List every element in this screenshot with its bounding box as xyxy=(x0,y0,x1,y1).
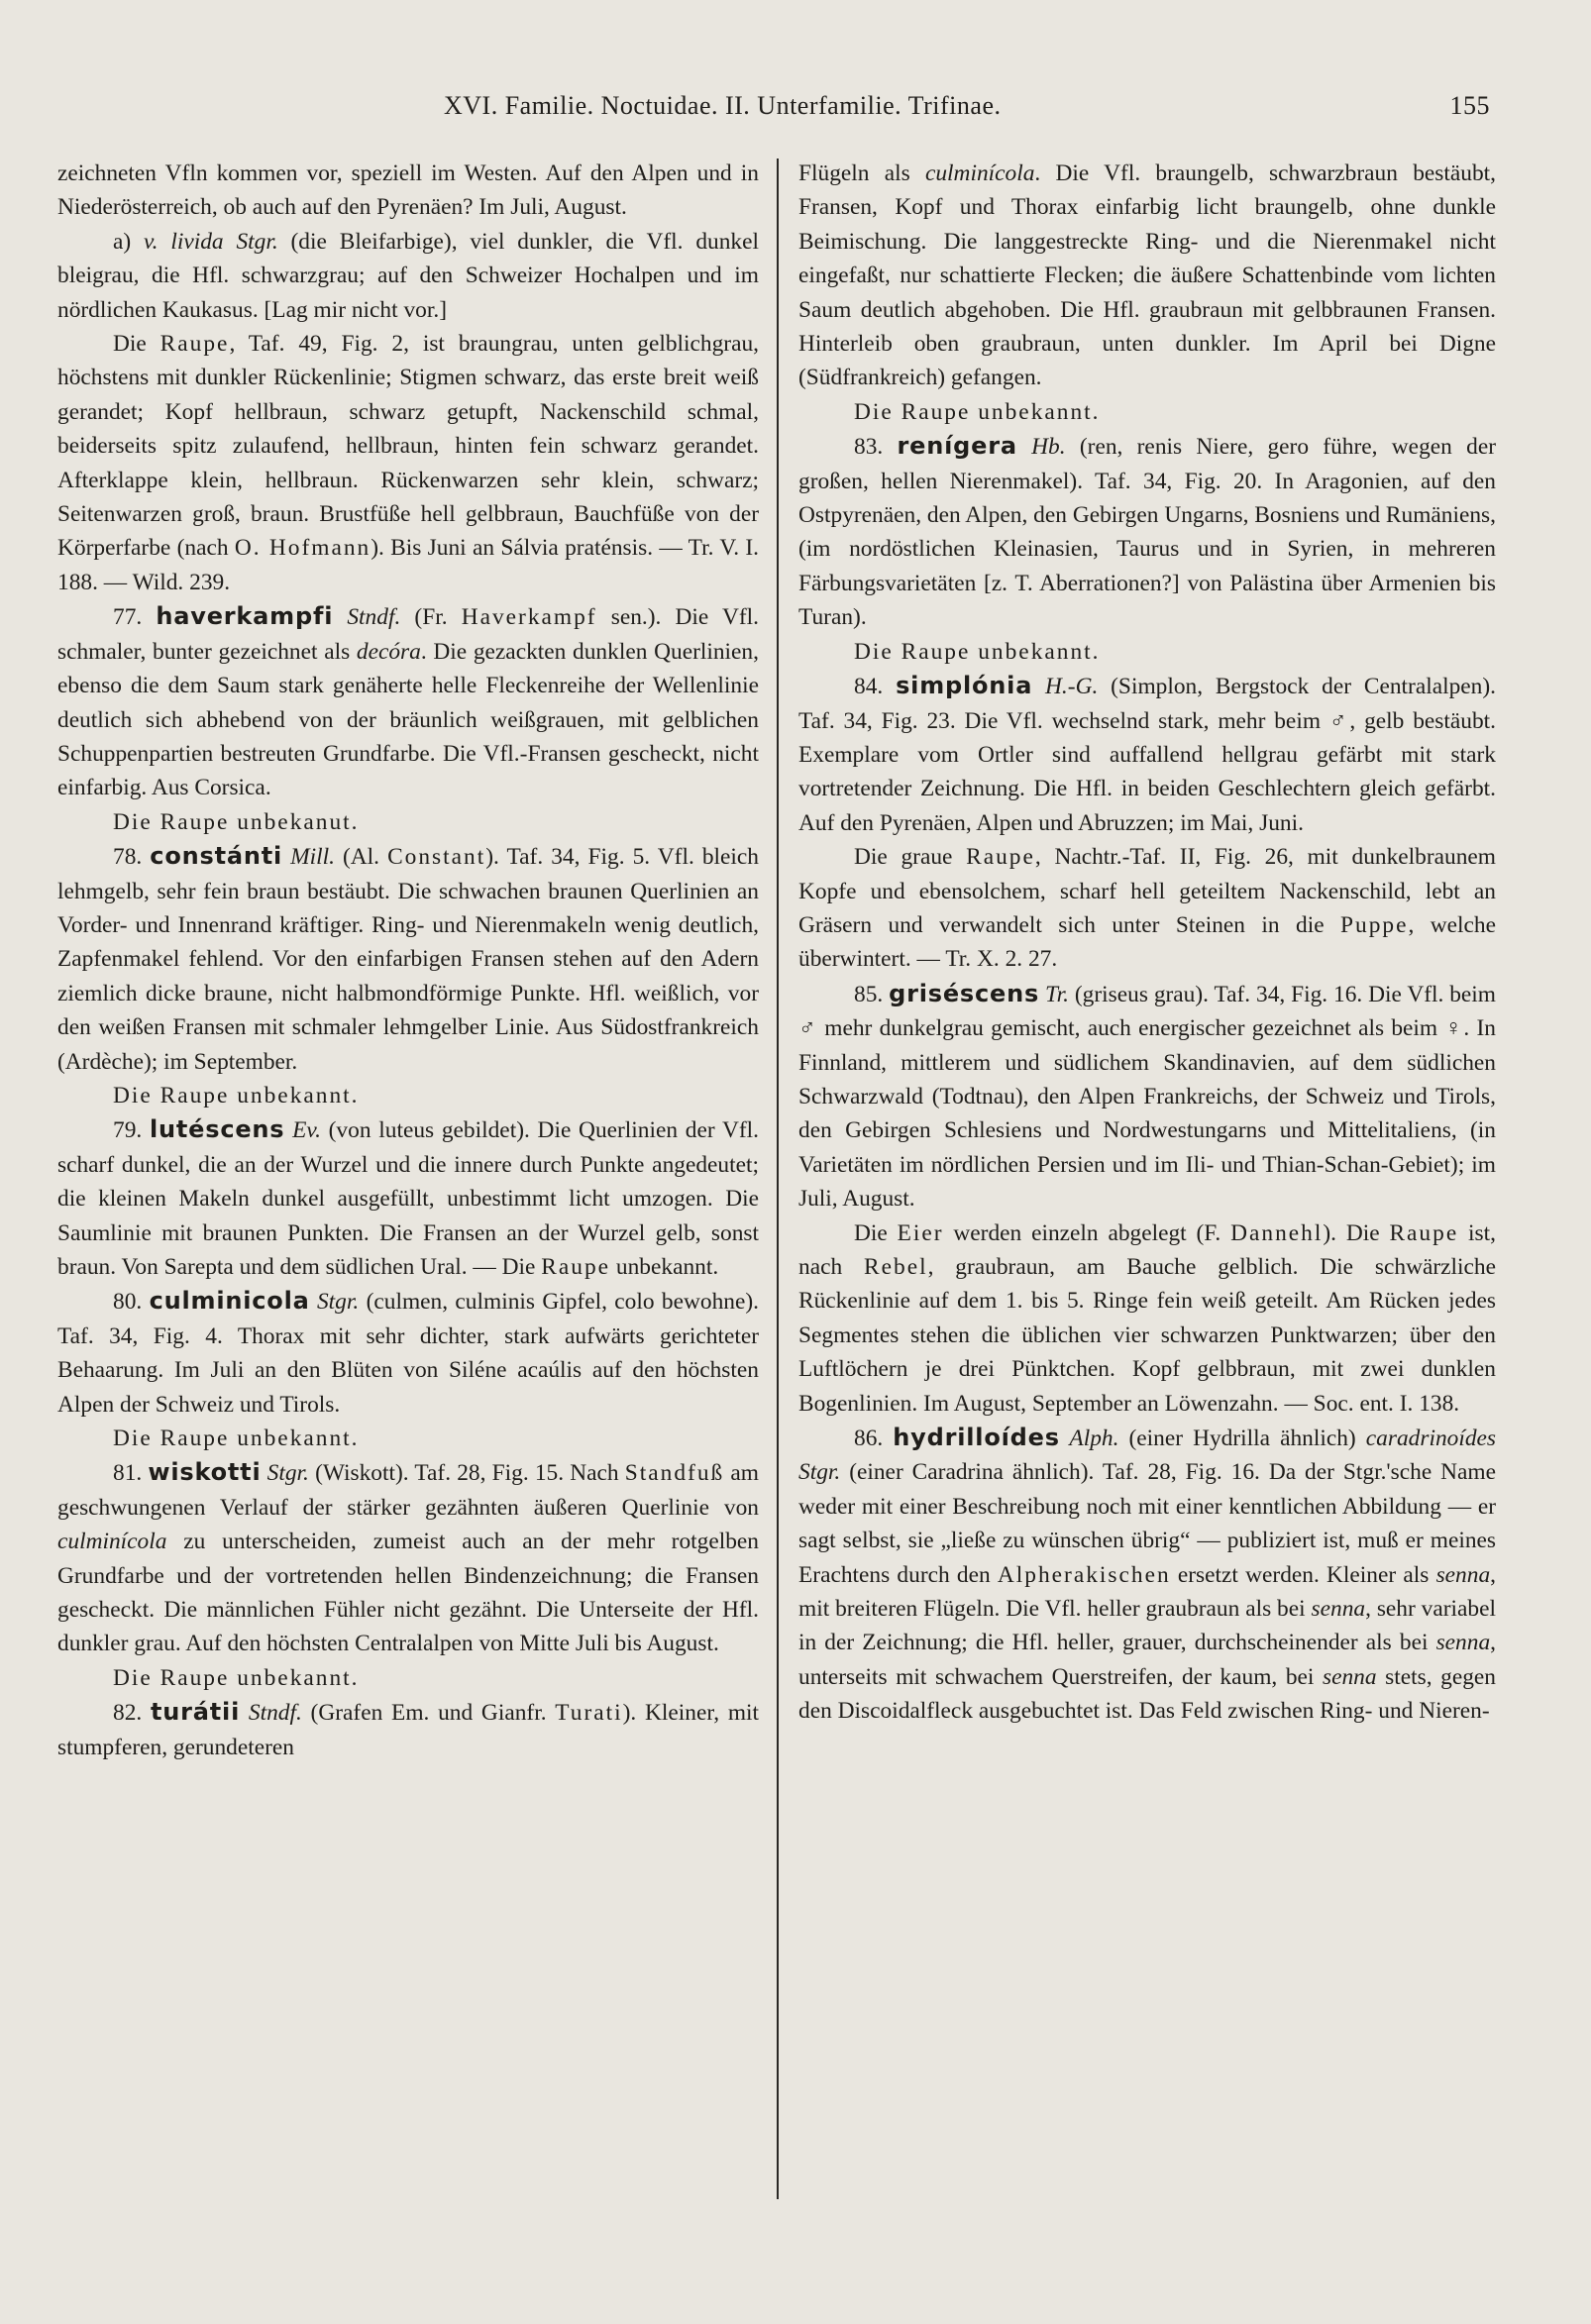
text-run: (einer Caradrina ähnlich). Taf. 28, Fig. 16. Da der Stgr.'sche Name weder mit einer Beschreibung noch mit einer kenntlichen Abbildung — er sagt selbst, sie „ließe zu wünschen übrig“ — publiziert ist, muß er meines Erachtens durch den xyxy=(798,1459,1496,1588)
text-run: (Al. xyxy=(334,844,388,871)
text-run: (einer Hydrilla ähnlich) xyxy=(1118,1426,1366,1452)
larva-note: Die Raupe unbekannt. xyxy=(854,398,1101,425)
text-run: ). Die xyxy=(1323,1219,1390,1246)
text-run: unbekannt. xyxy=(610,1254,719,1280)
text-run: (Grafen Em. und Gianfr. xyxy=(301,1700,556,1727)
text-run: (griseus grau). Taf. 34, Fig. 16. Die Vfl. beim ♂ mehr dunkelgrau gemischt, auch energischer gezeichnet als beim ♀. In Finnland, mittlerem und südlichem Skandinavien, auf dem südlichen Schwarzwald (Todtnau), den Alpen Frankreichs, der Schweiz und Tirols, den Gebirgen Schlesiens und Nordwestungarns und Mittelitaliens, (in Varietäten im nördlichen Persien und im Ili- und Thian-Schan-Gebiet); im Juli, August. xyxy=(798,981,1496,1213)
text-run: 85. xyxy=(854,981,890,1007)
text-run: decóra xyxy=(356,638,421,665)
larva-note: Die Raupe unbekannt. xyxy=(113,1426,360,1452)
text-run: (Fr. xyxy=(400,604,462,631)
text-run: , mit breiteren Flügeln. Die Vfl. heller graubraun als bei xyxy=(798,1561,1496,1623)
text-run: 77. xyxy=(113,604,157,631)
text-run: (Simplon, Bergstock der Centralalpen). Taf. 34, Fig. 23. Die Vfl. wechselnd stark, mehr beim ♂, gelb bestäubt. Exemplare vom Ortler sind auffallend hellgrau gefärbt mit stark vortretender Zeichnung. Die Hfl. in beiden Geschlechtern gleich gefärbt. Auf den Pyrenäen, Alpen und Abruzzen; im Mai, Juni. xyxy=(798,674,1496,836)
species-name: wiskotti xyxy=(148,1458,262,1487)
text-run: Raupe xyxy=(966,844,1035,871)
text-run: (von luteus gebildet). Die Querlinien der Vfl. scharf dunkel, die an der Wurzel und die innere durch Punkte angedeutet; die kleinen Makeln dunkel ausgefüllt, unbestimmt licht umzogen. Die Saumlinie mit braunen Punkten. Die Fransen an der Wurzel gelb, sonst braun. Von Sarepta und dem südlichen Ural. — Die xyxy=(57,1117,759,1280)
text-run: Die xyxy=(113,331,160,358)
larva-description xyxy=(57,327,759,599)
text-run: 78. xyxy=(113,844,151,871)
species-name: culminicola xyxy=(149,1287,310,1316)
right-column xyxy=(798,157,1496,2296)
text-run: ist, nach xyxy=(798,1219,1497,1280)
text-run: Dannehl xyxy=(1230,1219,1324,1246)
text-run: Alph. xyxy=(1059,1426,1119,1452)
species-entry-78 xyxy=(57,839,759,1079)
column-divider xyxy=(777,158,779,2199)
text-run: werden einzeln abgelegt (F. xyxy=(943,1219,1231,1246)
text-run: am geschwungenen Verlauf der stärker gezähnten äußeren Querlinie von xyxy=(57,1460,759,1521)
text-run: Tr. xyxy=(1039,981,1070,1007)
species-entry-82 xyxy=(57,1695,759,1764)
text-run: Stgr. xyxy=(309,1289,360,1316)
text-run: 84. xyxy=(854,674,897,700)
text-run: (ren, renis Niere, gero führe, wegen der großen, hellen Nierenmakel). Taf. 34, Fig. 20. In Aragonien, auf den Ostpyrenäen, den Alpen, den Gebirgen Ungarns, Bosniens und Rumäniens, (im nordöstlichen Kleinasien, Taurus und in Syrien, in mehreren Färbungsvarietäten [z. T. Aberrationen?] von Palästina über Armenien bis Turan). xyxy=(798,434,1496,631)
text-run: H.-G. xyxy=(1032,674,1099,700)
text-run: Ev. xyxy=(284,1117,321,1144)
text-run: , Taf. 49, Fig. 2, ist braungrau, unten gelblichgrau, höchstens mit dunkler Rückenlinie; Stigmen schwarz, das erste breit weiß gerandet; Kopf hellbraun, schwarz getupft, Nackenschild schmal, beiderseits spitz zulaufend, hellbraun, hinten fein schwarz gerandet. Afterklappe klein, hellbraun. Rückenwarzen sehr klein, schwarz; Seitenwarzen groß, braun. Brustfüße hell gelbbraun, Bauchfüße von der Körperfarbe (nach xyxy=(57,331,759,562)
text-run: Turati xyxy=(555,1700,623,1727)
text-run: Alpherakischen xyxy=(997,1561,1171,1588)
text-run: culminícola xyxy=(57,1529,167,1555)
text-run: Raupe xyxy=(1389,1219,1459,1246)
species-entry-86 xyxy=(798,1421,1496,1729)
text-run: Raupe xyxy=(159,331,230,358)
text-run: Stndf. xyxy=(240,1700,302,1727)
text-run: . Die gezackten dunklen Querlinien, ebenso die dem Saum stark genäherte helle Fleckenreihe der Wellenlinie deutlich sich abhebend von der bräunlich weißgrauen, mit gelblichen Schuppenpartien bestreuten Grundfarbe. Die Vfl.-Fransen gescheckt, nicht einfarbig. Aus Corsica. xyxy=(57,638,759,801)
larva-note: Die Raupe unbekanut. xyxy=(113,808,360,835)
text-run: Raupe xyxy=(541,1254,611,1280)
header-title: XVI. Familie. Noctuidae. II. Unterfamilie. Trifinae. xyxy=(444,91,1002,120)
species-name: turátii xyxy=(151,1698,241,1727)
text-run: , unterseits mit schwachem Querstreifen, der kaum, bei xyxy=(798,1630,1496,1690)
larva-description xyxy=(798,840,1496,977)
text-run: senna xyxy=(1435,1561,1491,1588)
text-run: ). Bis Juni an Sálvia praténsis. — Tr. V. I. 188. — Wild. 239. xyxy=(57,535,759,595)
text-run: ). Kleiner, mit stumpferen, gerundeteren xyxy=(57,1700,760,1760)
species-name: hydrilloídes xyxy=(893,1424,1060,1452)
species-name: simplónia xyxy=(896,672,1033,700)
text-run: Flügeln als xyxy=(798,160,925,186)
text-run: senna xyxy=(1311,1596,1366,1623)
text-run: 86. xyxy=(854,1426,894,1452)
text-run: (culmen, culminis Gipfel, colo bewohne). Taf. 34, Fig. 4. Thorax mit sehr dichter, stark aufwärts gerichteter Behaarung. Im Juli an den Blüten von Siléne acaúlis auf den höchsten Alpen der Schweiz und Tirols. xyxy=(57,1289,759,1418)
paragraph: zeichneten Vfln kommen vor, speziell im Westen. Auf den Alpen und in Niederösterreich, ob auch auf den Pyrenäen? Im Juli, August. xyxy=(57,160,759,221)
text-run: . Die Vfl. braungelb, schwarzbraun bestäubt, Fransen, Kopf und Thorax einfarbig licht braungelb, ohne dunkle Beimischung. Die langgestreckte Ring- und die Nierenmakel nicht eingefaßt, nur schattierte Flecken; die äußere Schattenbinde vom lichten Saum deutlich abgehoben. Die Hfl. graubraun mit gelbbraunen Fransen. Hinterleib oben graubraun, unten dunkler. Im April bei Digne (Südfrankreich) gefangen. xyxy=(798,160,1496,391)
species-entry-77 xyxy=(57,599,759,804)
text-run: Rebel xyxy=(864,1254,928,1280)
left-column xyxy=(57,157,759,2296)
species-entry-83 xyxy=(798,429,1496,634)
text-run: a) xyxy=(113,228,145,255)
species-entry-79 xyxy=(57,1112,759,1284)
text-run: O. Hofmann xyxy=(234,535,371,562)
variety-entry xyxy=(57,225,759,327)
species-name: griséscens xyxy=(889,979,1040,1007)
larva-note: Die Raupe unbekannt. xyxy=(113,1664,360,1691)
text-run: Hb. xyxy=(1016,434,1066,461)
larva-description xyxy=(798,1216,1496,1421)
text-run: caradrinoídes Stgr. xyxy=(798,1426,1497,1486)
species-entry-81 xyxy=(57,1455,759,1660)
text-run: Stndf. xyxy=(333,604,401,631)
page-number: 155 xyxy=(1449,91,1490,120)
text-run: ). Taf. 34, Fig. 5. Vfl. bleich lehmgelb, sehr fein braun bestäubt. Die schwachen braunen Querlinien an Vorder- und Innenrand kräftiger. Ring- und Nierenmakeln wenig deutlich, Zapfenmakel fehlend. Vor den einfarbigen Fransen stehen auf den Adern ziemlich dicke braune, nicht halbmondförmige Punkte. Hfl. weißlich, vor den weißen Fransen mit schmaler lehmgelber Linie. Aus Südostfrankreich (Ardèche); im September. xyxy=(57,844,759,1075)
text-run: 80. xyxy=(113,1289,150,1316)
species-entry-84 xyxy=(798,669,1496,840)
text-run: Constant xyxy=(387,844,486,871)
species-entry-85 xyxy=(798,977,1496,1216)
text-run: , welche überwintert. — Tr. X. 2. 27. xyxy=(798,911,1496,973)
text-run: 83. xyxy=(854,434,898,461)
running-header xyxy=(55,91,1536,131)
text-run: Mill. xyxy=(282,844,335,871)
text-run: Die xyxy=(854,1219,898,1246)
text-run: Puppe xyxy=(1340,911,1409,938)
text-run: 79. xyxy=(113,1117,150,1144)
species-entry-80 xyxy=(57,1284,759,1422)
text-run: culminícola xyxy=(924,160,1035,186)
species-name: lutéscens xyxy=(149,1115,285,1144)
text-run: senna xyxy=(1322,1663,1377,1690)
text-run: stets, gegen den Discoidalfleck ausgebuchtet ist. Das Feld zwischen Ring- und Nieren- xyxy=(798,1663,1496,1725)
larva-note: Die Raupe unbekannt. xyxy=(854,638,1101,665)
text-run: Die graue xyxy=(854,844,967,871)
text-run: 82. xyxy=(113,1700,151,1727)
text-run: ersetzt werden. Kleiner als xyxy=(1170,1561,1436,1588)
text-run: (die Bleifarbige), viel dunkler, die Vfl. dunkel bleigrau, die Hfl. schwarzgrau; auf den Schweizer Hochalpen und im nördlichen Kaukasus. [Lag mir nicht vor.] xyxy=(57,228,759,323)
text-run: , graubraun, am Bauche gelblich. Die schwärzliche Rückenlinie auf dem 1. bis 5. Ringe fein weiß geteilt. Am Rücken jedes Segmentes stehen die üblichen vier schwarzen Punktwarzen; über den Luftlöchern je drei Pünktchen. Kopf gelbbraun, mit zwei dunklen Bogenlinien. Im August, September an Löwenzahn. — Soc. ent. I. 138. xyxy=(798,1254,1496,1417)
variety-name: v. livida Stgr. xyxy=(144,228,278,255)
text-run: senna xyxy=(1435,1630,1491,1656)
paragraph xyxy=(798,157,1496,395)
text-run: Stgr. xyxy=(261,1460,309,1487)
text-run: zu unterscheiden, zumeist auch an der mehr rotgelben Grundfarbe und der vortretenden hellen Bindenzeichnung; die Fransen gescheckt. Die männlichen Fühler nicht gezähnt. Die Unterseite der Hfl. dunkler grau. Auf den höchsten Centralalpen von Mitte Juli bis August. xyxy=(57,1529,759,1657)
text-run: Haverkampf xyxy=(461,604,597,631)
larva-note: Die Raupe unbekannt. xyxy=(113,1082,360,1109)
species-name: constánti xyxy=(150,842,283,871)
text-run: 81. xyxy=(113,1460,149,1487)
text-run: Standfuß xyxy=(624,1460,725,1487)
species-name: renígera xyxy=(897,432,1017,461)
text-run: , Nachtr.-Taf. II, Fig. 26, mit dunkelbraunem Kopfe und ebensolchem, scharf hell geteiltem Nackenschild, lebt an Gräsern und verwandelt sich unter Steinen in die xyxy=(798,844,1496,938)
text-run: (Wiskott). Taf. 28, Fig. 15. Nach xyxy=(308,1460,625,1487)
species-name: haverkampfi xyxy=(156,602,334,631)
text-run: Eier xyxy=(897,1219,944,1246)
text-run: sen.). Die Vfl. schmaler, bunter gezeichnet als xyxy=(57,604,760,665)
text-run: , sehr variabel in der Zeichnung; die Hfl. heller, grauer, durchscheinender als bei xyxy=(798,1596,1496,1656)
